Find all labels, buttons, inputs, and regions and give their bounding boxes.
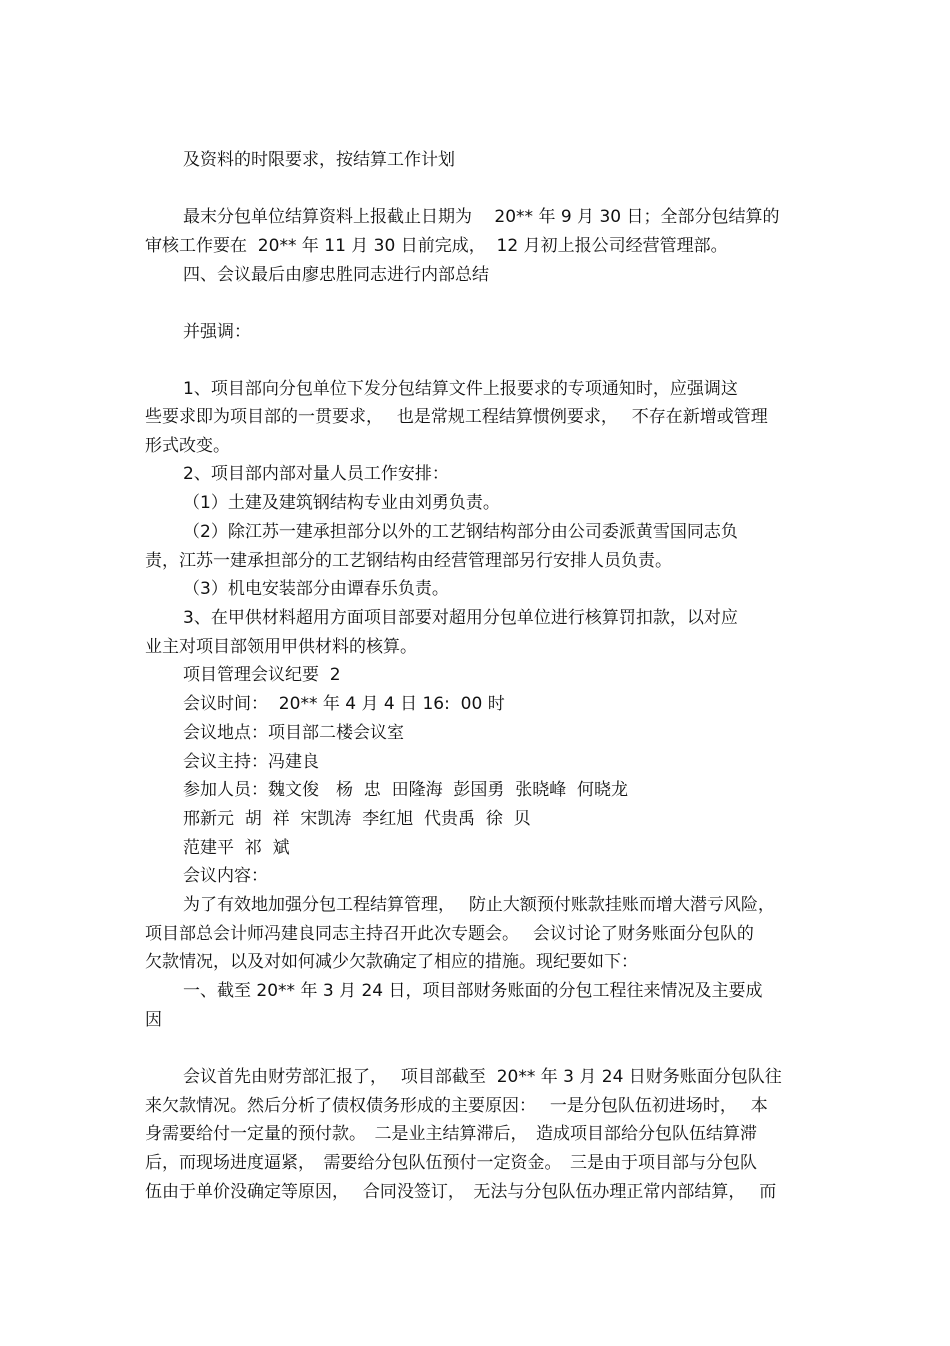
text-line: 因 bbox=[145, 1010, 162, 1030]
text-line: 来欠款情况。然后分析了债权债务形成的主要原因： 一是分包队伍初进场时， 本 bbox=[145, 1096, 768, 1116]
text-line: 些要求即为项目部的一贯要求， 也是常规工程结算惯例要求， 不存在新增或管理 bbox=[145, 407, 768, 427]
text-line: 会议时间： 20** 年 4 月 4 日 16: 00 时 bbox=[183, 694, 505, 714]
text-line: （1）土建及建筑钢结构专业由刘勇负责。 bbox=[183, 493, 500, 513]
text-line: 四、会议最后由廖忠胜同志进行内部总结 bbox=[183, 265, 489, 285]
text-line: 一、截至 20** 年 3 月 24 日，项目部财务账面的分包工程往来情况及主要成 bbox=[183, 981, 763, 1001]
text-line: 并强调： bbox=[183, 322, 251, 342]
text-line: 形式改变。 bbox=[145, 436, 230, 456]
text-line: 责，江苏一建承担部分的工艺钢结构由经营管理部另行安排人员负责。 bbox=[145, 551, 672, 571]
text-line: 3、在甲供材料超用方面项目部要对超用分包单位进行核算罚扣款，以对应 bbox=[183, 608, 738, 628]
text-line: 及资料的时限要求，按结算工作计划 bbox=[183, 150, 455, 170]
text-line: （3）机电安装部分由谭春乐负责。 bbox=[183, 579, 449, 599]
text-line: 参加人员：魏文俊 杨 忠 田隆海 彭国勇 张晓峰 何晓龙 bbox=[183, 780, 629, 800]
text-line: 会议首先由财劳部汇报了， 项目部截至 20** 年 3 月 24 日财务账面分包队往 bbox=[183, 1067, 782, 1087]
text-line: 项目部总会计师冯建良同志主持召开此次专题会。 会议讨论了财务账面分包队的 bbox=[145, 924, 754, 944]
text-line: 2、项目部内部对量人员工作安排： bbox=[183, 464, 449, 484]
text-line: 欠款情况，以及对如何减少欠款确定了相应的措施。现纪要如下： bbox=[145, 952, 638, 972]
text-line: 邢新元 胡 祥 宋凯涛 李红旭 代贵禹 徐 贝 bbox=[183, 809, 531, 829]
text-line: 项目管理会议纪要 2 bbox=[183, 665, 341, 685]
text-line: 为了有效地加强分包工程结算管理， 防止大额预付账款挂账而增大潜亏风险， bbox=[183, 895, 775, 915]
text-line: 1、项目部向分包单位下发分包结算文件上报要求的专项通知时，应强调这 bbox=[183, 379, 738, 399]
text-line: 伍由于单价没确定等原因， 合同没签订， 无法与分包队伍办理正常内部结算， 而 bbox=[145, 1182, 777, 1202]
text-line: 会议地点：项目部二楼会议室 bbox=[183, 723, 404, 743]
text-line: 最末分包单位结算资料上报截止日期为 20** 年 9 月 30 日；全部分包结算的 bbox=[183, 207, 780, 227]
text-line: 业主对项目部领用甲供材料的核算。 bbox=[145, 637, 417, 657]
text-line: 后，而现场进度逼紧， 需要给分包队伍预付一定资金。 三是由于项目部与分包队 bbox=[145, 1153, 757, 1173]
text-line: 会议内容： bbox=[183, 866, 268, 886]
text-line: （2）除江苏一建承担部分以外的工艺钢结构部分由公司委派黄雪国同志负 bbox=[183, 522, 738, 542]
text-line: 审核工作要在 20** 年 11 月 30 日前完成， 12 月初上报公司经营管理部。 bbox=[145, 236, 728, 256]
text-line: 身需要给付一定量的预付款。 二是业主结算滞后， 造成项目部给分包队伍结算滞 bbox=[145, 1124, 757, 1144]
text-line: 会议主持：冯建良 bbox=[183, 752, 319, 772]
text-line: 范建平 祁 斌 bbox=[183, 838, 290, 858]
